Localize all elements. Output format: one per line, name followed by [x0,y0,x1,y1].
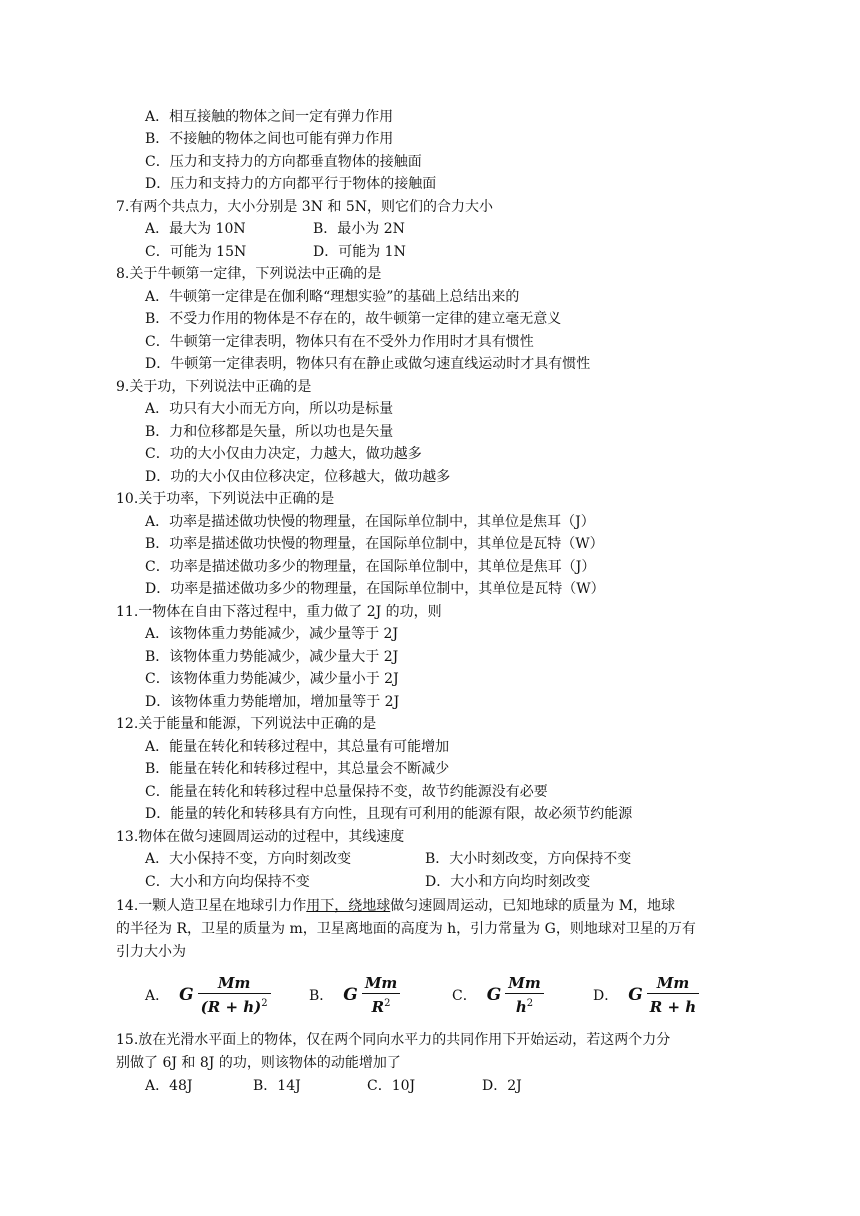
q6-option-d: D．压力和支持力的方向都平行于物体的接触面 [145,176,437,192]
q9-option-b: B．力和位移都是矢量，所以功也是矢量 [145,424,394,440]
q14-option-c [452,970,544,1020]
q7-option-d: D．可能为 1N [313,244,406,260]
q14-stem-part2: 做匀速圆周运动，已知地球的质量为 M，地球 [390,898,676,914]
q7-option-a: A．最大为 10N [145,221,246,237]
q14-option-d [593,970,699,1020]
q10-option-b: B．功率是描述做功快慢的物理量，在国际单位制中，其单位是瓦特（W） [145,536,604,552]
q7-option-b: B．最小为 2N [313,221,405,237]
q10-stem: 10.关于功率，下列说法中正确的是 [116,491,335,507]
q15-option-c: C．10J [367,1078,416,1094]
q10-option-d: D．功率是描述做功多少的物理量，在国际单位制中，其单位是瓦特（W） [145,581,605,597]
q12-stem: 12.关于能量和能源，下列说法中正确的是 [116,716,377,732]
q13-option-a: A．大小保持不变，方向时刻改变 [145,851,352,867]
q10-option-c: C．功率是描述做功多少的物理量，在国际单位制中，其单位是焦耳（J） [145,559,596,575]
gravitational-constant: G [179,985,194,1005]
q14-stem-part1: 14.一颗人造卫星在地球引力作 [116,898,307,914]
fraction-bar [362,993,400,994]
fraction-bar [198,993,271,994]
fraction-numerator: Mm [508,974,541,992]
q10-option-a: A．功率是描述做功快慢的物理量，在国际单位制中，其单位是焦耳（J） [145,514,595,530]
q15-stem-line2: 别做了 6J 和 8J 的功，则该物体的动能增加了 [116,1055,401,1071]
fraction-bar [647,993,699,994]
q6-option-a: A．相互接触的物体之间一定有弹力作用 [145,109,394,125]
q13-stem: 13.物体在做匀速圆周运动的过程中，其线速度 [116,829,405,845]
q9-stem: 9.关于功，下列说法中正确的是 [116,379,312,395]
fraction [505,974,543,1016]
exponent: 2 [261,998,268,1009]
fraction-denominator [513,995,536,1016]
q8-option-b: B．不受力作用的物体是不存在的，故牛顿第一定律的建立毫无意义 [145,311,562,327]
denominator-text: R [371,998,385,1016]
q6-option-b: B．不接触的物体之间也可能有弹力作用 [145,131,394,147]
q13-option-c: C．大小和方向均保持不变 [145,874,310,890]
q14-stem-line3: 引力大小为 [116,944,186,960]
gravitational-constant: G [343,985,358,1005]
option-label: C． [452,988,477,1004]
fraction-numerator: Mm [656,974,690,992]
q14-stem-line2: 的半径为 R，卫星的质量为 m，卫星离地面的高度为 h，引力常量为 G，则地球对卫星的万有 [116,921,696,937]
fraction [647,974,699,1016]
q14-stem-line1 [116,896,675,916]
q8-option-c: C．牛顿第一定律表明，物体只有在不受外力作用时才具有惯性 [145,334,534,350]
denominator-text: (R + h) [200,998,262,1016]
q7-option-c: C．可能为 15N [145,244,247,260]
exponent: 2 [384,998,391,1009]
q13-option-d: D．大小和方向均时刻改变 [425,874,591,890]
fraction [362,974,400,1016]
q15-option-a: A．48J [145,1078,193,1094]
q8-option-a: A．牛顿第一定律是在伽利略“理想实验”的基础上总结出来的 [145,289,520,305]
q11-option-a: A．该物体重力势能减少，减少量等于 2J [145,626,399,642]
q12-option-b: B．能量在转化和转移过程中，其总量会不断减少 [145,761,450,777]
q11-option-b: B．该物体重力势能减少，减少量大于 2J [145,649,399,665]
denominator-text: R + h [649,998,697,1016]
q15-option-b: B．14J [253,1078,301,1094]
fraction-denominator [369,995,394,1016]
q9-option-d: D．功的大小仅由位移决定，位移越大，做功越多 [145,469,451,485]
q11-option-c: C．该物体重力势能减少，减少量小于 2J [145,671,399,687]
q9-option-a: A．功只有大小而无方向，所以功是标量 [145,401,394,417]
q15-option-d: D．2J [482,1078,522,1094]
q8-stem: 8.关于牛顿第一定律，下列说法中正确的是 [116,266,382,282]
q6-option-c: C．压力和支持力的方向都垂直物体的接触面 [145,154,422,170]
denominator-text: h [515,998,527,1016]
q7-stem: 7.有两个共点力，大小分别是 3N 和 5N，则它们的合力大小 [116,199,494,215]
fraction-bar [505,993,543,994]
q13-option-b: B．大小时刻改变，方向保持不变 [425,851,632,867]
q14-option-a [145,970,271,1020]
q14-stem-underlined: 用下，绕地球 [306,898,391,914]
q8-option-d: D．牛顿第一定律表明，物体只有在静止或做匀速直线运动时才具有惯性 [145,356,591,372]
q14-option-b [309,970,400,1020]
option-label: B． [309,988,334,1004]
q14-formula-options [145,970,745,1020]
fraction-numerator: Mm [364,974,398,992]
fraction [198,974,271,1016]
gravitational-constant: G [628,985,643,1005]
option-label: D． [593,988,619,1004]
fraction-numerator: Mm [217,974,251,992]
q11-option-d: D．该物体重力势能增加，增加量等于 2J [145,694,400,710]
gravitational-constant: G [486,985,502,1005]
q12-option-c: C．能量在转化和转移过程中总量保持不变，故节约能源没有必要 [145,784,548,800]
q11-stem: 11.一物体在自由下落过程中，重力做了 2J 的功，则 [116,604,442,620]
fraction-denominator [198,995,271,1016]
option-label: A． [145,988,170,1004]
q12-option-d: D．能量的转化和转移具有方向性，且现有可利用的能源有限，故必须节约能源 [145,806,633,822]
q9-option-c: C．功的大小仅由力决定，力越大，做功越多 [145,446,422,462]
q15-stem-line1: 15.放在光滑水平面上的物体，仅在两个同向水平力的共同作用下开始运动，若这两个力分 [116,1032,671,1048]
fraction-denominator [647,995,699,1016]
q12-option-a: A．能量在转化和转移过程中，其总量有可能增加 [145,739,450,755]
exponent: 2 [526,998,534,1009]
